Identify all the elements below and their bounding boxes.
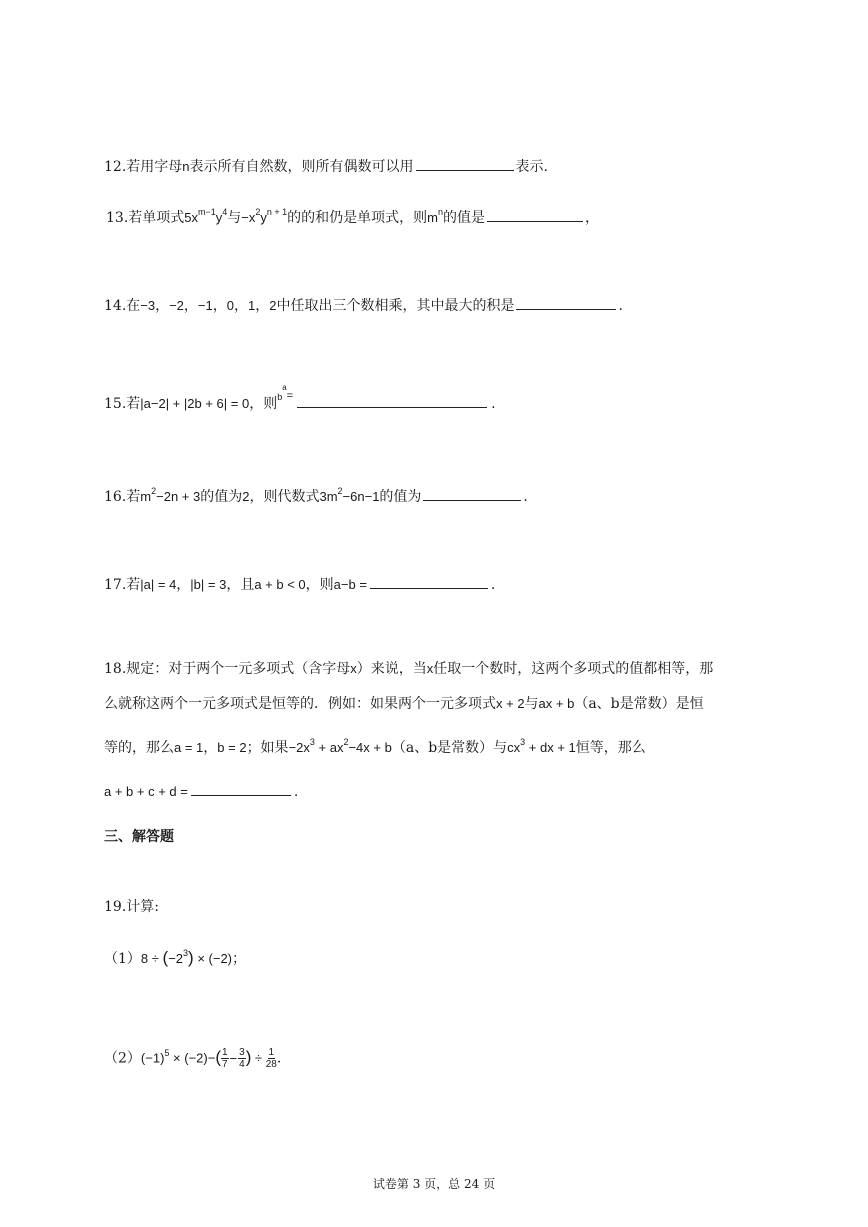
question-text: 若 bbox=[126, 577, 141, 593]
question-text: 若用字母 bbox=[126, 159, 183, 175]
question-text: . bbox=[523, 489, 528, 505]
separator: ， bbox=[203, 740, 218, 756]
math-number: 2 bbox=[269, 298, 277, 313]
math-exponent: 3 bbox=[183, 948, 189, 958]
math-term: y bbox=[260, 210, 267, 225]
page-footer: 试卷第 3 页，总 24 页 bbox=[372, 1177, 496, 1191]
question-text: ，则 bbox=[249, 396, 278, 412]
question-19-title: 19.计算: bbox=[104, 899, 159, 915]
question-text: 的值是 bbox=[443, 210, 486, 226]
question-text: （a、b是常数）与 bbox=[391, 740, 508, 756]
denominator: 7 bbox=[221, 1059, 228, 1070]
question-text: ， bbox=[585, 210, 600, 226]
math-term: m bbox=[140, 489, 152, 504]
question-number: 14. bbox=[104, 298, 127, 314]
question-text: ； bbox=[232, 951, 246, 967]
answer-blank[interactable] bbox=[191, 781, 291, 796]
question-19-part-1 bbox=[104, 948, 246, 970]
question-text: ，且 bbox=[226, 577, 255, 593]
question-number: 13. bbox=[106, 210, 129, 226]
question-text: 么就称这两个一元多项式是恒等的．例如：如果两个一元多项式 bbox=[104, 696, 496, 712]
math-expression: a + b + c + d = bbox=[104, 784, 188, 799]
math-term: −4x + b bbox=[348, 740, 392, 755]
right-paren: ) bbox=[245, 1047, 252, 1067]
question-18-line-4 bbox=[104, 781, 298, 802]
question-text: 18.规定：对于两个一元多项式（含字母 bbox=[104, 661, 351, 677]
section-heading: 三、解答题 bbox=[104, 829, 174, 845]
question-16 bbox=[104, 486, 528, 508]
question-15 bbox=[104, 383, 496, 416]
question-text: . bbox=[293, 784, 299, 800]
math-expression: ax + b bbox=[538, 696, 575, 711]
math-var: n bbox=[182, 159, 190, 174]
math-exponent: m−1 bbox=[198, 207, 216, 217]
question-text: 任取一个数时，这两个多项式的值都相等，那 bbox=[433, 661, 714, 677]
separator: ， bbox=[183, 298, 198, 314]
question-number: 17. bbox=[104, 577, 127, 593]
math-term: −6n−1 bbox=[342, 489, 380, 504]
math-term: m bbox=[427, 210, 439, 225]
question-text: 若 bbox=[126, 396, 141, 412]
math-number: 1 bbox=[247, 298, 256, 313]
separator: ， bbox=[212, 298, 227, 314]
math-exponent: 2 bbox=[255, 207, 261, 217]
question-text: 恒等，那么 bbox=[575, 740, 646, 756]
math-base: b bbox=[277, 392, 283, 402]
math-term: −2 bbox=[168, 951, 184, 966]
question-text: 与 bbox=[227, 210, 242, 226]
question-text: （a、b是常数）是恒 bbox=[574, 696, 704, 712]
math-expression: x + 2 bbox=[496, 696, 525, 711]
question-18-line-1 bbox=[104, 659, 713, 679]
question-text: . bbox=[491, 396, 496, 412]
question-12 bbox=[104, 156, 548, 177]
math-number: −1 bbox=[197, 298, 213, 313]
math-number: 0 bbox=[226, 298, 234, 313]
fraction bbox=[238, 1047, 246, 1070]
math-equals: = bbox=[286, 390, 294, 402]
question-text: 表示所有自然数，则所有偶数可以用 bbox=[189, 159, 414, 175]
math-term: y bbox=[215, 210, 223, 225]
separator: ， bbox=[233, 298, 248, 314]
numerator: 3 bbox=[239, 1047, 245, 1058]
separator: ， bbox=[255, 298, 270, 314]
math-term: −x bbox=[241, 210, 256, 225]
question-text: 的的和仍是单项式，则 bbox=[287, 210, 428, 226]
question-text: 的值为 bbox=[200, 489, 243, 505]
question-text: ，则 bbox=[305, 577, 334, 593]
math-number: 2 bbox=[242, 489, 250, 504]
answer-blank[interactable] bbox=[423, 486, 521, 501]
math-term: × (−2)− bbox=[169, 1050, 216, 1066]
right-paren: ) bbox=[188, 948, 194, 967]
numerator: 1 bbox=[221, 1047, 228, 1058]
math-number: −2 bbox=[169, 298, 184, 313]
math-exponent: 4 bbox=[222, 207, 228, 217]
math-term: + ax bbox=[314, 740, 344, 755]
math-exponent: 5 bbox=[164, 1047, 170, 1058]
question-14 bbox=[104, 295, 623, 316]
math-exponent: 2 bbox=[337, 486, 343, 496]
math-term: 8 ÷ bbox=[140, 951, 163, 966]
math-term: cx bbox=[507, 740, 521, 755]
math-expression: a = 1 bbox=[174, 740, 204, 755]
question-number: 15. bbox=[104, 396, 127, 412]
answer-blank[interactable] bbox=[516, 295, 616, 310]
question-18-line-3 bbox=[104, 738, 646, 759]
part-label: （1） bbox=[104, 951, 141, 967]
separator: ， bbox=[155, 298, 170, 314]
question-number: 16. bbox=[104, 489, 127, 505]
math-term: −2n + 3 bbox=[156, 489, 201, 504]
question-text: ）来说，当 bbox=[356, 661, 427, 677]
math-expression: a−b = bbox=[333, 577, 367, 592]
part-label: （2） bbox=[104, 1050, 141, 1067]
math-expression: |b| = 3 bbox=[190, 577, 227, 592]
question-13 bbox=[106, 207, 599, 229]
left-paren: ( bbox=[162, 948, 169, 967]
math-term: 5x bbox=[184, 210, 198, 225]
denominator: 28 bbox=[265, 1059, 277, 1070]
math-number: −3 bbox=[140, 298, 156, 313]
math-exponent: n + 1 bbox=[266, 207, 288, 217]
math-exponent: n bbox=[438, 207, 444, 217]
question-text: 在 bbox=[126, 298, 141, 314]
math-expression: b = 2 bbox=[217, 740, 247, 755]
question-18-line-2 bbox=[104, 694, 704, 714]
question-text: 的值为 bbox=[379, 489, 422, 505]
math-term: (−1) bbox=[140, 1050, 165, 1066]
question-text: 若 bbox=[126, 489, 141, 505]
math-exponent: 2 bbox=[343, 737, 349, 747]
question-number: 12. bbox=[104, 159, 127, 175]
math-exponent: 3 bbox=[520, 737, 526, 747]
math-expression: a + b < 0 bbox=[254, 577, 306, 592]
math-expression: |a−2| + |2b + 6| = 0 bbox=[140, 396, 250, 411]
question-19-part-2: $(2)(-1)^5 \times (-2)-$( $\frac{1}{7}$ − $\frac{3}{4}$ ) ÷ $\frac{1}{28}$ . bbox=[104, 1047, 282, 1070]
question-text: 表示. bbox=[515, 159, 548, 175]
math-term: × (−2) bbox=[193, 951, 232, 966]
math-term: + dx + 1 bbox=[525, 740, 576, 755]
answer-blank[interactable] bbox=[416, 156, 514, 171]
math-exponent: 3 bbox=[309, 737, 315, 747]
denominator: 4 bbox=[239, 1059, 245, 1070]
question-text: 与 bbox=[524, 696, 539, 712]
math-exponent: a bbox=[282, 383, 287, 392]
question-text: . bbox=[276, 1050, 282, 1067]
fraction bbox=[221, 1047, 229, 1070]
math-term: 3m bbox=[319, 489, 338, 504]
answer-blank[interactable] bbox=[370, 574, 488, 589]
math-var: x bbox=[426, 661, 434, 676]
math-term: ÷ bbox=[251, 1050, 266, 1066]
question-text: 等的，那么 bbox=[104, 740, 174, 756]
answer-blank[interactable] bbox=[487, 207, 583, 222]
math-expression: |a| = 4 bbox=[140, 577, 177, 592]
answer-blank[interactable] bbox=[297, 393, 487, 408]
question-text: . bbox=[618, 298, 623, 314]
question-text: 中任取出三个数相乘，其中最大的积是 bbox=[276, 298, 515, 314]
math-var: x bbox=[350, 661, 357, 676]
math-term: −2x bbox=[288, 740, 310, 755]
fraction bbox=[266, 1047, 277, 1070]
left-paren: ( bbox=[215, 1047, 221, 1067]
question-text: 若单项式 bbox=[128, 210, 185, 226]
numerator: 1 bbox=[268, 1047, 275, 1058]
question-text: ，则代数式 bbox=[249, 489, 320, 505]
separator: ， bbox=[176, 577, 191, 593]
question-text: . bbox=[490, 577, 496, 593]
question-text: ；如果 bbox=[246, 740, 289, 756]
math-exponent: 2 bbox=[151, 486, 157, 496]
question-17 bbox=[104, 574, 495, 595]
